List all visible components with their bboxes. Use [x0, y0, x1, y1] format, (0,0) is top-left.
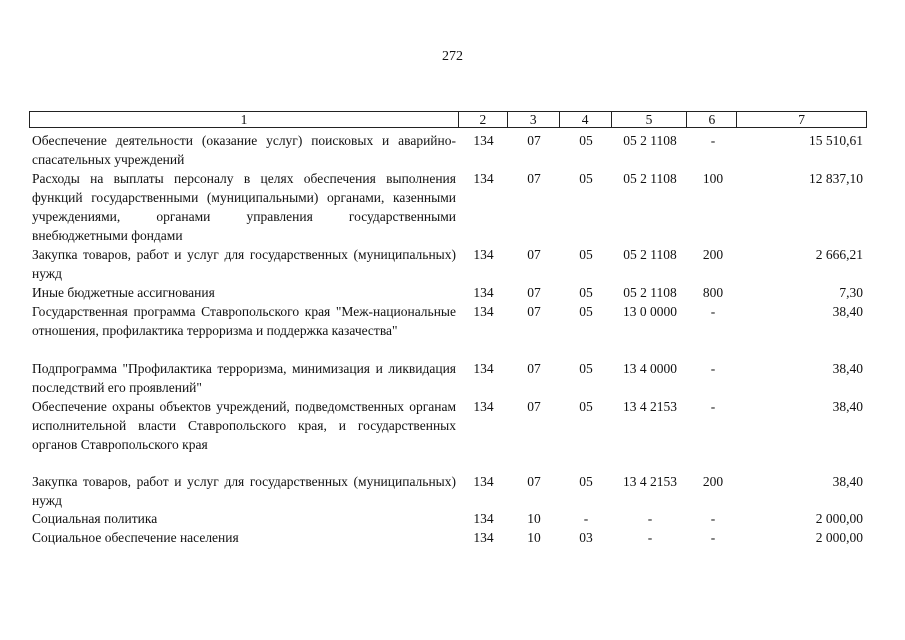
row-col-7: 38,40	[832, 399, 863, 414]
row-col-7: 2 000,00	[815, 530, 863, 545]
row-col-5: 13 4 2153	[623, 399, 677, 414]
row-col-6: -	[710, 511, 716, 526]
row-col-3: 07	[527, 474, 541, 489]
row-name: Социальная политика	[32, 511, 158, 526]
row-col-2: 134	[473, 399, 494, 414]
row-col-2: 134	[473, 530, 494, 545]
row-col-6: 100	[702, 171, 724, 186]
row-col-3: 07	[527, 285, 541, 300]
row-col-3: 07	[527, 304, 541, 319]
row-col-6: 200	[702, 474, 724, 489]
row-name: Подпрограмма "Профилактика терроризма, минимизация и ликвидация последствий его проявлений"	[32, 361, 456, 395]
row-col-4: 05	[579, 171, 593, 186]
row-col-7: 2 666,21	[815, 247, 863, 262]
row-col-2: 134	[473, 171, 494, 186]
row-col-6: -	[710, 399, 716, 414]
row-name: Иные бюджетные ассигнования	[32, 285, 215, 300]
header-col-4: 4	[560, 112, 612, 127]
header-col-2: 2	[459, 112, 508, 127]
row-col-7: 15 510,61	[809, 133, 863, 148]
row-col-6: -	[710, 361, 716, 376]
row-col-4: 05	[579, 361, 593, 376]
row-col-3: 10	[527, 511, 541, 526]
row-col-6: 200	[702, 247, 724, 262]
page-number: 272	[442, 49, 463, 64]
row-col-4: 05	[579, 285, 593, 300]
header-col-6: 6	[687, 112, 737, 127]
row-col-6: -	[710, 304, 716, 319]
row-col-3: 10	[527, 530, 541, 545]
row-col-2: 134	[473, 361, 494, 376]
row-col-7: 12 837,10	[809, 171, 863, 186]
row-col-4: 05	[579, 133, 593, 148]
row-col-5: 13 4 0000	[623, 361, 677, 376]
row-col-4: 05	[579, 247, 593, 262]
row-name: Закупка товаров, работ и услуг для государственных (муниципальных) нужд	[32, 474, 456, 508]
row-col-4: 03	[579, 530, 593, 545]
row-col-5: 05 2 1108	[623, 285, 677, 300]
header-col-3: 3	[508, 112, 560, 127]
row-col-4: 05	[579, 399, 593, 414]
row-col-5: -	[647, 530, 653, 545]
row-col-2: 134	[473, 474, 494, 489]
row-name: Обеспечение охраны объектов учреждений, подведомственных органам исполнительной власти Ставропольского края, и государственных органов Ставропольского края	[32, 399, 456, 452]
row-col-3: 07	[527, 247, 541, 262]
row-col-7: 2 000,00	[815, 511, 863, 526]
row-col-5: 13 0 0000	[623, 304, 677, 319]
row-name: Государственная программа Ставропольского края "Меж-национальные отношения, профилактика терроризма и поддержка казачества"	[32, 304, 456, 338]
row-col-7: 38,40	[832, 361, 863, 376]
row-col-7: 38,40	[832, 474, 863, 489]
row-name: Обеспечение деятельности (оказание услуг) поисковых и аварийно-спасательных учреждений	[32, 133, 456, 167]
row-col-6: -	[710, 133, 716, 148]
row-col-2: 134	[473, 304, 494, 319]
row-col-5: 05 2 1108	[623, 247, 677, 262]
row-col-5: 05 2 1108	[623, 133, 677, 148]
header-col-7: 7	[798, 112, 806, 127]
row-name: Социальное обеспечение населения	[32, 530, 239, 545]
row-col-3: 07	[527, 171, 541, 186]
row-col-3: 07	[527, 399, 541, 414]
row-name: Расходы на выплаты персоналу в целях обеспечения выполнения функций государственными (муниципальными) органами, казенными учреждениями, органами управления государственными внебюджетными фондами	[32, 171, 456, 243]
row-col-5: -	[647, 511, 653, 526]
row-col-2: 134	[473, 133, 494, 148]
row-col-6: 800	[702, 285, 724, 300]
table-header	[29, 111, 867, 128]
row-col-4: 05	[579, 474, 593, 489]
row-col-6: -	[710, 530, 716, 545]
row-name: Закупка товаров, работ и услуг для государственных (муниципальных) нужд	[32, 247, 456, 281]
header-col-5: 5	[612, 112, 688, 127]
row-col-4: -	[583, 511, 589, 526]
row-col-7: 7,30	[839, 285, 863, 300]
row-col-5: 13 4 2153	[623, 474, 677, 489]
row-col-2: 134	[473, 285, 494, 300]
row-col-5: 05 2 1108	[623, 171, 677, 186]
row-col-7: 38,40	[832, 304, 863, 319]
row-col-2: 134	[473, 247, 494, 262]
header-col-1: 1	[30, 112, 459, 127]
row-col-2: 134	[473, 511, 494, 526]
row-col-3: 07	[527, 361, 541, 376]
row-col-4: 05	[579, 304, 593, 319]
row-col-3: 07	[527, 133, 541, 148]
